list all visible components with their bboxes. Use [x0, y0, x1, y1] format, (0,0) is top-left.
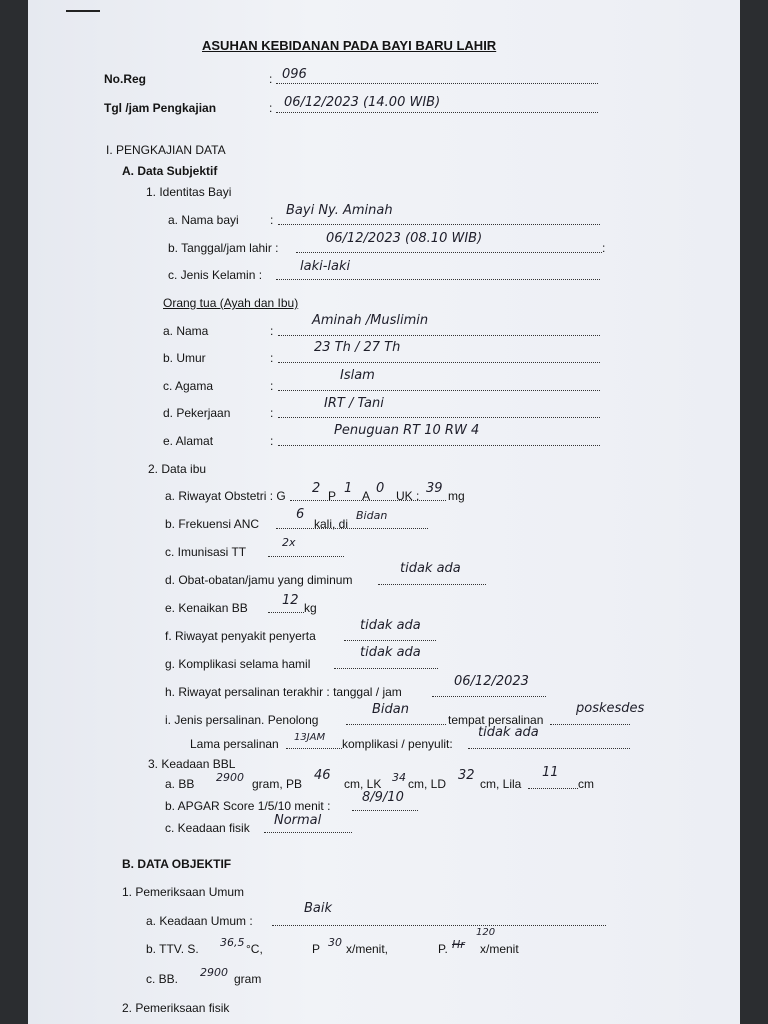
- cm-lila-label: cm, Lila: [480, 777, 522, 791]
- obj-p2-value: 120: [476, 927, 496, 938]
- ortu-pekerjaan-value: IRT / Tani: [324, 396, 384, 411]
- ibu-persalinan-value: 06/12/2023: [454, 674, 529, 689]
- ortu-umur-label: b. Umur: [163, 351, 206, 365]
- bayi-tgl-value: 06/12/2023 (08.10 WIB): [326, 231, 483, 246]
- obj-p2-strike: Hr: [452, 938, 465, 951]
- cm-lk-label: cm, LK: [344, 777, 382, 791]
- bayi-nama-line: [278, 224, 600, 225]
- anc-line: [276, 528, 428, 529]
- ibu-anc-tempat: Bidan: [356, 509, 388, 522]
- noreg-label: No.Reg: [104, 72, 146, 86]
- gram-label: gram: [234, 972, 262, 986]
- ibu-obstetri-label: a. Riwayat Obstetri : G: [165, 489, 286, 503]
- bayi-jk-value: laki-laki: [300, 259, 351, 274]
- bayi-tgl-label: b. Tanggal/jam lahir :: [168, 241, 279, 255]
- xmenit2-label: x/menit: [480, 942, 519, 956]
- kompl-label: komplikasi / penyulit:: [342, 737, 453, 751]
- noreg-line: [276, 83, 598, 84]
- document-page: [28, 0, 740, 1024]
- lama-line: [286, 748, 342, 749]
- xmenit-label: x/menit,: [346, 942, 389, 956]
- ortu-umur-line: [278, 362, 600, 363]
- ibu-obat-label: d. Obat-obatan/jamu yang diminum: [165, 573, 353, 587]
- tgl-value: 06/12/2023 (14.00 WIB): [284, 95, 441, 110]
- lila-line: [528, 788, 578, 789]
- obj-ttv-label: b. TTV. S.: [146, 942, 199, 956]
- apgar-line: [352, 810, 418, 811]
- bbl-bb-value: 2900: [216, 771, 244, 784]
- item-3-heading: 3. Keadaan BBL: [148, 757, 236, 771]
- ibu-obat-value: tidak ada: [400, 561, 461, 576]
- tgl-line: [276, 112, 598, 113]
- celsius-label: °C,: [246, 942, 263, 956]
- corner-mark: [66, 10, 100, 12]
- item-1-heading: 1. Identitas Bayi: [146, 185, 232, 199]
- ortu-umur-value: 23 Th / 27 Th: [314, 340, 401, 355]
- bbl-lila-value: 11: [542, 765, 559, 780]
- ibu-anc-label: b. Frekuensi ANC: [165, 517, 260, 531]
- ibu-tempat-value: poskesdes: [576, 701, 645, 716]
- colon: :: [270, 379, 274, 393]
- ku-line: [272, 925, 606, 926]
- ibu-bb-value: 12: [282, 593, 299, 608]
- colon: :: [602, 241, 606, 255]
- bbl-apgar-value: 8/9/10: [362, 790, 404, 805]
- ibu-komplikasi-label: g. Komplikasi selama hamil: [165, 657, 311, 671]
- persalinan-line: [432, 696, 546, 697]
- bayi-nama-value: Bayi Ny. Aminah: [286, 203, 393, 218]
- obj-ku-label: a. Keadaan Umum :: [146, 914, 253, 928]
- bayi-tgl-line: [296, 252, 602, 253]
- ortu-heading: Orang tua (Ayah dan Ibu): [163, 296, 299, 310]
- ibu-jenis-label: i. Jenis persalinan. Penolong: [165, 713, 319, 727]
- colon: :: [270, 434, 274, 448]
- cm-ld-label: cm, LD: [408, 777, 447, 791]
- tempat-line: [550, 724, 630, 725]
- obj-suhu-value: 36,5: [220, 936, 245, 949]
- colon: :: [270, 324, 274, 338]
- ortu-nama-label: a. Nama: [163, 324, 209, 338]
- uk-label: UK :: [396, 489, 420, 503]
- obstetri-line: [290, 500, 446, 501]
- ibu-g-value: 2: [312, 481, 321, 496]
- ibu-bb-label: e. Kenaikan BB: [165, 601, 248, 615]
- tempat-label: tempat persalinan: [448, 713, 544, 727]
- gram-pb-label: gram, PB: [252, 777, 303, 791]
- bayi-jk-label: c. Jenis Kelamin :: [168, 268, 263, 282]
- p2-label: P.: [438, 942, 448, 956]
- section-a-heading: A. Data Subjektif: [122, 164, 218, 178]
- penyakit-line: [344, 640, 436, 641]
- item-2-heading: 2. Data ibu: [148, 462, 207, 476]
- pemeriksaan-fisik-heading: 2. Pemeriksaan fisik: [122, 1001, 230, 1015]
- obj-ku-value: Baik: [304, 901, 333, 916]
- mg-label: mg: [448, 489, 465, 503]
- ibu-uk-value: 39: [426, 481, 443, 496]
- bbl-fisik-value: Normal: [274, 813, 322, 828]
- ortu-pekerjaan-line: [278, 417, 600, 418]
- ortu-agama-label: c. Agama: [163, 379, 214, 393]
- ortu-alamat-value: Penuguan RT 10 RW 4: [334, 423, 480, 438]
- ibu-imun-label: c. Imunisasi TT: [165, 545, 247, 559]
- ortu-alamat-label: e. Alamat: [163, 434, 214, 448]
- bb-line: [268, 612, 304, 613]
- a-label: A: [362, 489, 371, 503]
- ortu-nama-value: Aminah /Muslimin: [312, 313, 429, 328]
- ibu-persalinan-label: h. Riwayat persalinan terakhir : tanggal / jam: [165, 685, 402, 699]
- bayi-nama-label: a. Nama bayi: [168, 213, 239, 227]
- ibu-penyakit-label: f. Riwayat penyakit penyerta: [165, 629, 316, 643]
- ibu-lama-value: 13JAM: [294, 732, 326, 743]
- bbl-pb-value: 46: [314, 768, 331, 783]
- noreg-value: 096: [282, 67, 307, 82]
- ibu-penyakit-value: tidak ada: [360, 618, 421, 633]
- fisik-line: [264, 832, 352, 833]
- ibu-lama-label: Lama persalinan: [190, 737, 279, 751]
- imun-line: [268, 556, 344, 557]
- ibu-penolong-value: Bidan: [372, 702, 409, 717]
- ortu-pekerjaan-label: d. Pekerjaan: [163, 406, 231, 420]
- ibu-komplikasi-value: tidak ada: [360, 645, 421, 660]
- colon: :: [270, 406, 274, 420]
- colon: :: [270, 213, 274, 227]
- bbl-lk-value: 34: [392, 771, 406, 784]
- ibu-kompl-value: tidak ada: [478, 725, 539, 740]
- kali-di-label: kali, di: [314, 517, 349, 531]
- p-label: P: [328, 489, 337, 503]
- nadi-label: P: [312, 942, 321, 956]
- obj-bb-value: 2900: [200, 966, 228, 979]
- ibu-a-value: 0: [376, 481, 385, 496]
- section-b-heading: B. DATA OBJEKTIF: [122, 857, 232, 871]
- noreg-colon: :: [269, 72, 273, 86]
- obj-bb-label: c. BB.: [146, 972, 179, 986]
- kompl-line: [468, 748, 630, 749]
- obj-nadi-value: 30: [328, 936, 342, 949]
- kg-label: kg: [304, 601, 317, 615]
- section-1-heading: I. PENGKAJIAN DATA: [106, 143, 226, 157]
- cm-label: cm: [578, 777, 594, 791]
- komplikasi-line: [334, 668, 438, 669]
- penolong-line: [346, 724, 446, 725]
- bbl-fisik-label: c. Keadaan fisik: [165, 821, 250, 835]
- ortu-nama-line: [278, 335, 600, 336]
- ibu-anc-value: 6: [296, 507, 305, 522]
- ortu-alamat-line: [278, 445, 600, 446]
- document-title: ASUHAN KEBIDANAN PADA BAYI BARU LAHIR: [202, 38, 497, 53]
- ortu-agama-value: Islam: [340, 368, 375, 383]
- obat-line: [378, 584, 486, 585]
- bayi-jk-line: [276, 279, 600, 280]
- ibu-p-value: 1: [344, 481, 353, 496]
- bbl-apgar-label: b. APGAR Score 1/5/10 menit :: [165, 799, 331, 813]
- tgl-label: Tgl /jam Pengkajian: [104, 101, 217, 115]
- colon: :: [270, 351, 274, 365]
- pemeriksaan-umum-heading: 1. Pemeriksaan Umum: [122, 885, 245, 899]
- ortu-agama-line: [278, 390, 600, 391]
- ibu-imun-value: 2x: [282, 536, 296, 549]
- bbl-bb-label: a. BB: [165, 777, 195, 791]
- bbl-ld-value: 32: [458, 768, 475, 783]
- tgl-colon: :: [269, 101, 273, 115]
